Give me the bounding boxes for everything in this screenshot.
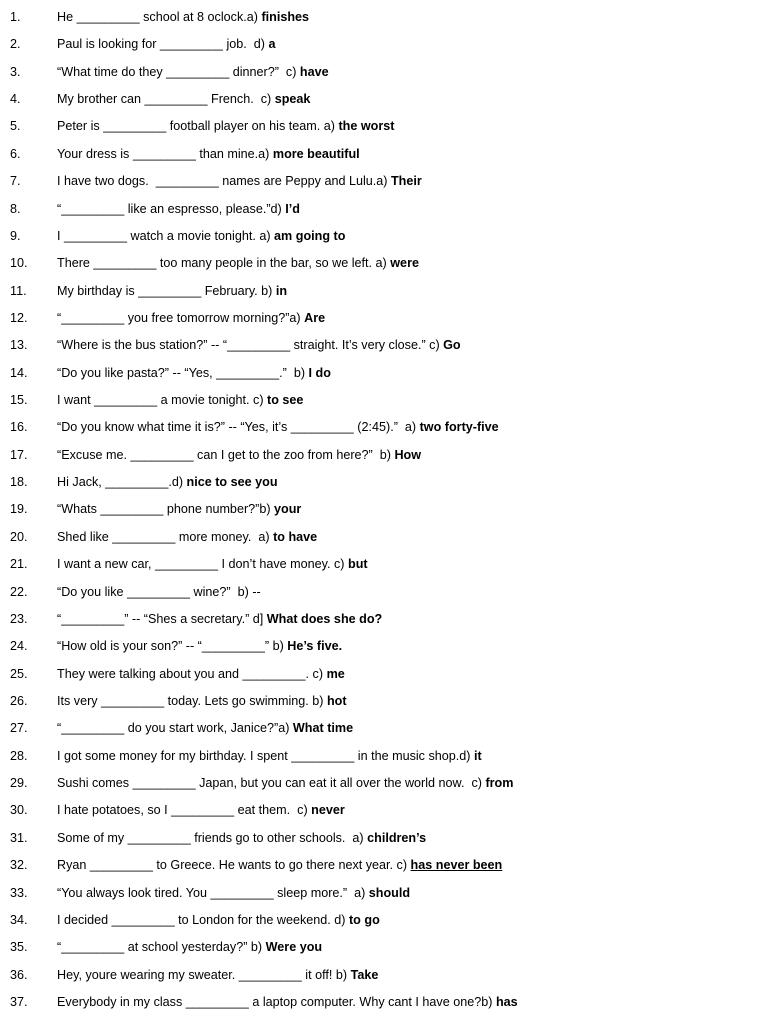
question-number: 34. [10,912,28,927]
question-text: Everybody in my class _________ a laptop computer. Why cant I have one?b) [57,994,496,1009]
answer-text: I’d [285,201,300,216]
question-text-line [57,442,421,469]
question-number: 25. [10,666,28,681]
question-number: 23. [10,611,28,626]
question-row [0,223,768,250]
question-text-line [57,469,278,496]
question-text-line [57,934,322,961]
question-number: 18. [10,475,28,490]
question-text-line [57,661,345,688]
question-row [0,579,768,606]
question-text: Sushi comes _________ Japan, but you can eat it all over the world now. c) [57,776,486,791]
question-number: 22. [10,584,28,599]
question-text: “_________” -- “Shes a secretary.” d] [57,611,267,626]
answer-text: am going to [274,228,346,243]
answer-text: Go [443,338,461,353]
answer-text: finishes [261,10,310,24]
question-row [0,715,768,742]
question-row [0,196,768,223]
question-row [0,633,768,660]
question-number: 4. [10,92,21,107]
question-text: I decided _________ to London for the weekend. d) [57,912,349,927]
question-text-line [57,4,309,31]
answer-text: speak [274,92,311,107]
question-number: 36. [10,967,28,982]
question-number: 31. [10,830,28,845]
question-text-line [57,360,331,387]
answer-text: children’s [367,830,427,845]
question-text-line [57,579,261,606]
question-text-line [57,715,353,742]
question-text-line [57,825,426,852]
question-text: My brother can _________ French. c) [57,92,275,107]
answer-text: to have [273,529,318,544]
question-number: 33. [10,885,28,900]
question-text-line [57,907,380,934]
question-number: 27. [10,721,28,736]
answer-text: to go [348,912,380,927]
question-row [0,524,768,551]
question-text-line [57,962,378,989]
answer-text: should [368,885,411,900]
question-text: I have two dogs. _________ names are Peppy and Lulu.a) [57,174,391,189]
question-text: There _________ too many people in the bar, so we left. a) [57,256,391,271]
question-number: 28. [10,748,28,763]
question-number: 32. [10,858,28,873]
question-text-line [57,551,368,578]
question-text: I hate potatoes, so I _________ eat them. c) [57,803,312,818]
question-row [0,113,768,140]
question-text-line [57,852,502,879]
question-number: 14. [10,365,28,380]
question-text: “Excuse me. _________ can I get to the zoo from here?” b) [57,447,395,462]
answer-text: were [390,256,419,271]
question-number: 7. [10,174,21,189]
answer-text: has never been [410,858,503,873]
question-text: “Whats _________ phone number?”b) [57,502,275,517]
answer-text: has [495,994,518,1009]
question-row [0,606,768,633]
question-text-line [57,688,347,715]
question-text: I want a new car, _________ I don’t have money. c) [57,557,349,572]
question-row [0,934,768,961]
question-text: My birthday is _________ February. b) [57,283,276,298]
question-number: 20. [10,529,28,544]
question-text: Hey, youre wearing my sweater. _________ it off! b) [57,967,351,982]
answer-text: two forty-five [419,420,499,435]
question-row [0,141,768,168]
question-text: “Do you know what time it is?” -- “Yes, it’s _________ (2:45).” a) [57,420,420,435]
question-row [0,469,768,496]
question-text-line [57,305,325,332]
question-number: 37. [10,994,28,1009]
question-number: 19. [10,502,28,517]
question-text: Shed like _________ more money. a) [57,529,274,544]
question-text: “You always look tired. You _________ sleep more.” a) [57,885,369,900]
answer-text: to see [267,393,304,408]
answer-text: Their [390,174,422,189]
answer-text: Are [304,310,326,325]
question-number: 8. [10,201,21,216]
question-text-line [57,414,499,441]
answer-text: the worst [338,119,395,134]
question-text-line [57,332,461,359]
question-text-line [57,606,382,633]
question-text: Hi Jack, _________.d) [57,475,187,490]
question-text-line [57,633,342,660]
question-number: 6. [10,146,21,161]
answer-text: a [268,37,276,52]
question-number: 11. [10,283,27,298]
question-text: Some of my _________ friends go to other schools. a) [57,830,368,845]
question-row [0,305,768,332]
question-text-line [57,989,518,1016]
question-number: 1. [10,10,21,24]
answer-text: but [348,557,368,572]
question-text-line [57,86,310,113]
question-text: “Do you like pasta?” -- “Yes, _________.” b) [57,365,309,380]
question-row [0,551,768,578]
answer-text: Were you [265,940,323,955]
question-number: 29. [10,776,28,791]
question-number: 35. [10,940,28,955]
question-number: 2. [10,37,21,52]
answer-text: hot [326,693,347,708]
question-row [0,31,768,58]
question-row [0,825,768,852]
answer-text: me [326,666,345,681]
question-number: 16. [10,420,28,435]
question-number: 13. [10,338,28,353]
question-text: I _________ watch a movie tonight. a) [57,228,275,243]
question-row [0,250,768,277]
question-text: Peter is _________ football player on his team. a) [57,119,339,134]
answer-text: it [473,748,482,763]
question-text-line [57,770,513,797]
answer-text: never [311,803,345,818]
question-text: “Do you like _________ wine?” b) -- [57,584,261,599]
question-text: Paul is looking for _________ job. d) [57,37,269,52]
question-text: Your dress is _________ than mine.a) [57,146,273,161]
answer-text: your [274,502,302,517]
answer-text: nice to see you [186,475,278,490]
answer-text: Take [350,967,379,982]
question-number: 3. [10,64,21,79]
question-row [0,414,768,441]
question-text: Ryan _________ to Greece. He wants to go there next year. c) [57,858,411,873]
question-text-line [57,141,360,168]
question-row [0,332,768,359]
answer-text: What does she do? [266,611,383,626]
question-number: 24. [10,639,28,654]
question-text-line [57,168,422,195]
question-text-line [57,524,317,551]
question-text: They were talking about you and _________. c) [57,666,327,681]
question-row [0,278,768,305]
answer-text: have [299,64,329,79]
question-row [0,770,768,797]
question-text: “_________ you free tomorrow morning?”a) [57,310,305,325]
question-row [0,907,768,934]
question-text: “What time do they _________ dinner?” c) [57,64,300,79]
question-text: “_________ do you start work, Janice?”a) [57,721,293,736]
question-row [0,360,768,387]
question-text: I want _________ a movie tonight. c) [57,393,268,408]
question-row [0,962,768,989]
answer-text: from [485,776,514,791]
question-text: “Where is the bus station?” -- “_________ straight. It’s very close.” c) [57,338,444,353]
question-row [0,86,768,113]
question-row [0,168,768,195]
question-text: I got some money for my birthday. I spent _________ in the music shop.d) [57,748,474,763]
question-text: “_________ at school yesterday?” b) [57,940,266,955]
question-row [0,496,768,523]
question-text-line [57,278,287,305]
answer-text: He’s five. [287,639,343,654]
question-number: 5. [10,119,21,134]
question-row [0,989,768,1016]
question-number: 21. [10,557,28,572]
question-row [0,743,768,770]
question-text-line [57,387,303,414]
worksheet [0,4,768,1016]
question-row [0,688,768,715]
question-text-line [57,31,275,58]
question-number: 17. [10,447,28,462]
question-row [0,797,768,824]
question-text-line [57,743,482,770]
answer-text: in [275,283,288,298]
question-text: “How old is your son?” -- “_________” b) [57,639,288,654]
question-number: 30. [10,803,28,818]
answer-text: What time [292,721,354,736]
question-text-line [57,113,394,140]
question-text-line [57,797,345,824]
question-text-line [57,496,301,523]
question-row [0,442,768,469]
answer-text: more beautiful [272,146,360,161]
question-text-line [57,250,419,277]
question-row [0,661,768,688]
answer-text: How [394,447,422,462]
question-row [0,852,768,879]
question-text-line [57,880,410,907]
question-text: “_________ like an espresso, please.”d) [57,201,286,216]
question-number: 10. [10,256,28,271]
question-number: 9. [10,228,21,243]
question-number: 12. [10,310,28,325]
question-row [0,4,768,31]
answer-text: I do [308,365,331,380]
question-number: 15. [10,393,28,408]
question-text-line [57,223,345,250]
question-text-line [57,59,329,86]
question-text: Its very _________ today. Lets go swimming. b) [57,693,327,708]
question-text: He _________ school at 8 oclock.a) [57,10,262,24]
question-row [0,59,768,86]
question-row [0,880,768,907]
question-text-line [57,196,300,223]
question-number: 26. [10,693,28,708]
question-row [0,387,768,414]
